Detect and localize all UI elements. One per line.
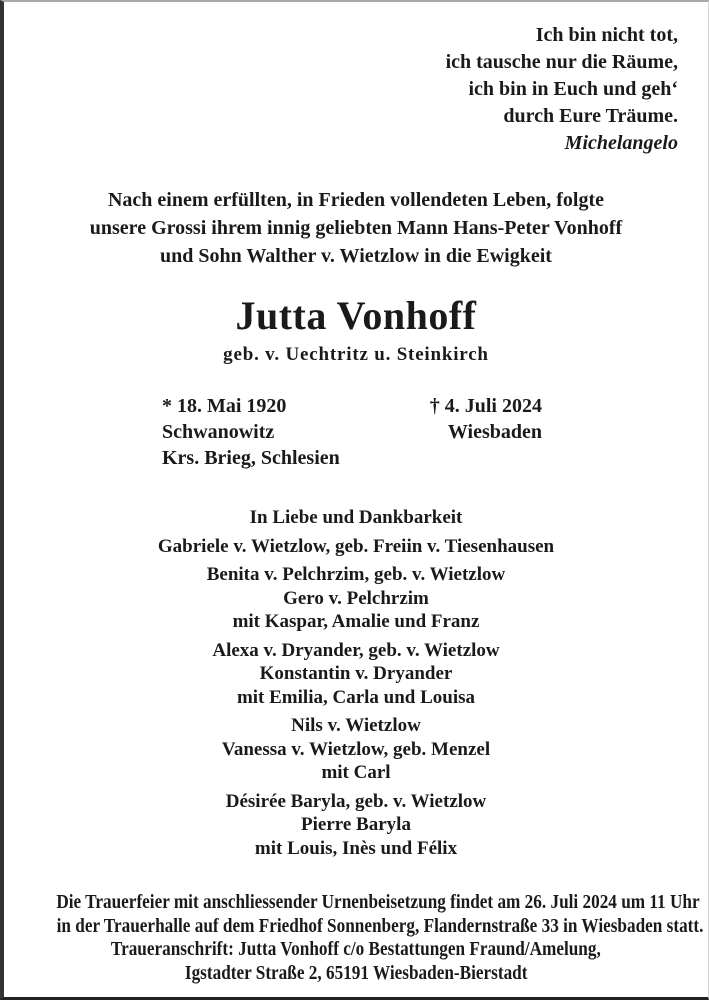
- mourner-line: Alexa v. Dryander, geb. v. Wietzlow: [212, 639, 500, 661]
- dates-block: [162, 393, 542, 471]
- mourner-line: Désirée Baryla, geb. v. Wietzlow: [225, 790, 487, 812]
- funeral-info-text: Igstadter Straße 2, 65191 Wiesbaden-Bierstadt: [184, 961, 528, 984]
- birth-date: 18. Mai 1920: [177, 395, 287, 417]
- funeral-info-text: Traueranschrift: Jutta Vonhoff c/o Bestattungen Fraund/Amelung,: [111, 938, 601, 960]
- intro-paragraph: [4, 186, 708, 270]
- quote-block: [4, 22, 678, 157]
- birth-date-line: [162, 393, 340, 419]
- maiden-name: geb. v. Uechtritz u. Steinkirch: [223, 344, 489, 365]
- mourner-line: Vanessa v. Wietzlow, geb. Menzel: [221, 738, 491, 760]
- funeral-info-text: Die Trauerfeier mit anschliessender Urnenbeisetzung findet am 26. Juli 2024 um 11 Uhr: [56, 891, 700, 913]
- mourner-group: [4, 639, 708, 710]
- birth-star-symbol: *: [162, 395, 172, 417]
- death-dagger-symbol: †: [429, 395, 440, 417]
- funeral-info-line: [4, 915, 708, 939]
- mourners-header: In Liebe und Dankbarkeit: [249, 507, 463, 528]
- funeral-info-line: [4, 891, 708, 915]
- death-date-line: [430, 393, 542, 419]
- intro-line: unsere Grossi ihrem innig geliebten Mann Hans-Peter Vonhoff: [89, 217, 623, 239]
- mourner-line: mit Emilia, Carla und Louisa: [236, 686, 476, 708]
- death-date: 4. Juli 2024: [444, 395, 542, 417]
- mourner-line: Benita v. Pelchrzim, geb. v. Wietzlow: [206, 564, 506, 585]
- mourner-group: [4, 563, 708, 634]
- mourners-block: [4, 506, 708, 860]
- mourner-line: Konstantin v. Dryander: [259, 663, 453, 684]
- intro-line: Nach einem erfüllten, in Frieden vollendeten Leben, folgte: [107, 189, 605, 211]
- death-info: [430, 393, 542, 471]
- mourner-line: Pierre Baryla: [301, 814, 411, 835]
- birth-place-line: Krs. Brieg, Schlesien: [162, 447, 340, 469]
- quote-line: ich bin in Euch und geh‘: [468, 78, 678, 100]
- intro-line: und Sohn Walther v. Wietzlow in die Ewigkeit: [160, 245, 552, 267]
- mourner-group: [4, 535, 708, 559]
- mourner-group: [4, 714, 708, 785]
- mourner-line: mit Carl: [321, 762, 391, 783]
- mourner-line: Gabriele v. Wietzlow, geb. Freiin v. Tiesenhausen: [157, 535, 555, 557]
- mourner-group: [4, 790, 708, 861]
- quote-line: durch Eure Träume.: [503, 105, 678, 127]
- death-place-line: Wiesbaden: [447, 421, 542, 443]
- birth-info: [162, 393, 340, 471]
- quote-line: ich tausche nur die Räume,: [445, 51, 678, 73]
- mourner-line: Nils v. Wietzlow: [291, 715, 421, 736]
- funeral-info-block: [4, 891, 708, 985]
- quote-line: Ich bin nicht tot,: [535, 24, 678, 46]
- mourner-line: mit Louis, Inès und Félix: [254, 837, 458, 859]
- funeral-info-text: in der Trauerhalle auf dem Friedhof Sonnenberg, Flandernstraße 33 in Wiesbaden statt.: [56, 914, 704, 937]
- funeral-info-line: [4, 938, 708, 962]
- quote-attribution: Michelangelo: [564, 132, 678, 154]
- deceased-name: Jutta Vonhoff: [235, 293, 477, 338]
- funeral-info-line: [4, 962, 708, 986]
- mourner-line: Gero v. Pelchrzim: [283, 587, 429, 609]
- mourner-line: mit Kaspar, Amalie und Franz: [232, 611, 480, 632]
- birth-place-line: Schwanowitz: [162, 421, 275, 443]
